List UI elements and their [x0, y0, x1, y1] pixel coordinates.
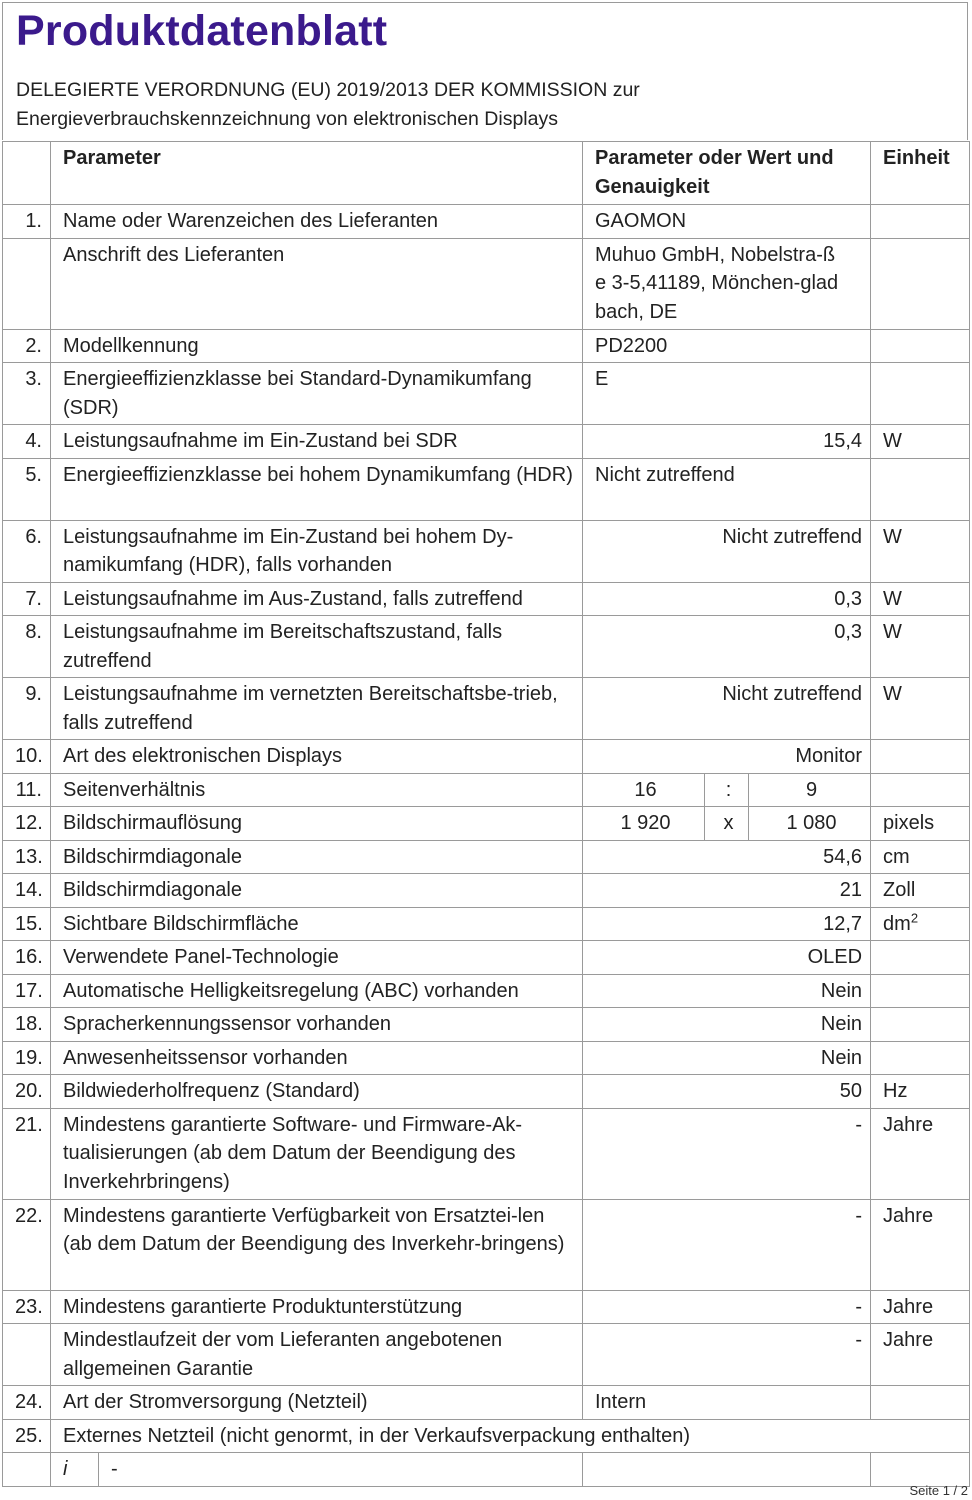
row-label: Sichtbare Bildschirmfläche [51, 907, 583, 941]
row-number: 18. [3, 1008, 51, 1042]
row-label: Leistungsaufnahme im Aus-Zustand, falls zutreffend [51, 582, 583, 616]
table-row [3, 616, 970, 678]
row-number: 14. [3, 874, 51, 908]
row-label: Anschrift des Lieferanten [51, 238, 583, 329]
row-unit [871, 458, 970, 520]
header-value: Parameter oder Wert und Genauigkeit [583, 142, 871, 205]
row-unit: Jahre [871, 1199, 970, 1290]
row-unit [871, 740, 970, 774]
unit-text: dm [883, 912, 911, 935]
row-value: Nein [583, 974, 871, 1008]
table-row [3, 329, 970, 363]
row-label: Verwendete Panel-Technologie [51, 941, 583, 975]
header-no-cell [3, 142, 51, 205]
row-label: Mindestens garantierte Verfügbarkeit von Ersatztei-len (ab dem Datum der Beendigung des Inverkehr-bringens) [51, 1199, 583, 1290]
row-value: 0,3 [583, 582, 871, 616]
resolution-height-value: 1 080 [749, 807, 871, 841]
table-row [3, 520, 970, 582]
row-label: Leistungsaufnahme im vernetzten Bereitschaftsbe-trieb, falls zutreffend [51, 678, 583, 740]
row-value: - [583, 1324, 871, 1386]
row-value: - [583, 1290, 871, 1324]
row-number: 21. [3, 1108, 51, 1199]
row-unit: W [871, 582, 970, 616]
row-number: 10. [3, 740, 51, 774]
table-row [3, 941, 970, 975]
row-unit: Jahre [871, 1108, 970, 1199]
row-number: 16. [3, 941, 51, 975]
document-header [2, 2, 968, 140]
row-number: 24. [3, 1386, 51, 1420]
aspect-separator: : [705, 773, 749, 807]
row-number: 9. [3, 678, 51, 740]
row-unit [871, 363, 970, 425]
table-header-row [3, 142, 970, 205]
table-row [3, 773, 970, 807]
resolution-width-value: 1 920 [583, 807, 705, 841]
table-row [3, 582, 970, 616]
row-value: OLED [583, 941, 871, 975]
row-unit [871, 974, 970, 1008]
table-row [3, 807, 970, 841]
row-number: 6. [3, 520, 51, 582]
row-unit [871, 907, 970, 941]
row-label: Modellkennung [51, 329, 583, 363]
aspect-height-value: 9 [749, 773, 871, 807]
row-unit [871, 205, 970, 239]
row-value: Nein [583, 1008, 871, 1042]
resolution-separator: x [705, 807, 749, 841]
row-number: 17. [3, 974, 51, 1008]
row-number: 2. [3, 329, 51, 363]
row-value: Intern [583, 1386, 871, 1420]
sub-index: i [51, 1453, 99, 1487]
row-label: Name oder Warenzeichen des Lieferanten [51, 205, 583, 239]
header-unit: Einheit [871, 142, 970, 205]
table-row [3, 974, 970, 1008]
subtitle-line-2: Energieverbrauchskennzeichnung von elektronischen Displays [16, 108, 558, 130]
row-unit: Zoll [871, 874, 970, 908]
row-number: 1. [3, 205, 51, 239]
sub-value: - [99, 1453, 583, 1487]
table-row [3, 1199, 970, 1290]
row-label: Energieeffizienzklasse bei Standard-Dynamikumfang (SDR) [51, 363, 583, 425]
row-number: 20. [3, 1075, 51, 1109]
row-unit [871, 773, 970, 807]
table-row [3, 1386, 970, 1420]
row-unit: W [871, 425, 970, 459]
row-number [3, 238, 51, 329]
row-unit: W [871, 678, 970, 740]
row-unit [871, 1386, 970, 1420]
row-label: Energieeffizienzklasse bei hohem Dynamikumfang (HDR) [51, 458, 583, 520]
row-number: 23. [3, 1290, 51, 1324]
aspect-width-value: 16 [583, 773, 705, 807]
row-number [3, 1324, 51, 1386]
row-unit: Jahre [871, 1290, 970, 1324]
regulation-subtitle [16, 76, 956, 134]
table-row [3, 238, 970, 329]
empty-unit-cell [871, 1453, 970, 1487]
table-row [3, 1108, 970, 1199]
row-value: Monitor [583, 740, 871, 774]
row-number: 25. [3, 1419, 51, 1453]
row-label: Externes Netzteil (nicht genormt, in der Verkaufsverpackung enthalten) [51, 1419, 970, 1453]
table-row [3, 1290, 970, 1324]
page-number: Seite 1 / 2 [909, 1483, 968, 1498]
row-value: 50 [583, 1075, 871, 1109]
product-data-table [2, 141, 970, 1487]
row-value: - [583, 1199, 871, 1290]
row-label: Mindestens garantierte Produktunterstützung [51, 1290, 583, 1324]
row-number: 12. [3, 807, 51, 841]
unit-superscript: 2 [910, 909, 919, 925]
row-number: 19. [3, 1041, 51, 1075]
table-row [3, 1008, 970, 1042]
row-label: Seitenverhältnis [51, 773, 583, 807]
table-row [3, 425, 970, 459]
row-unit [871, 1008, 970, 1042]
row-unit: cm [871, 840, 970, 874]
row-number: 15. [3, 907, 51, 941]
row-value: 0,3 [583, 616, 871, 678]
row-value: 21 [583, 874, 871, 908]
row-label: Bildschirmdiagonale [51, 840, 583, 874]
row-unit: pixels [871, 807, 970, 841]
row-label: Spracherkennungssensor vorhanden [51, 1008, 583, 1042]
row-label: Mindestens garantierte Software- und Firmware-Ak-tualisierungen (ab dem Datum der Beendigung des Inverkehrbringens) [51, 1108, 583, 1199]
row-label: Leistungsaufnahme im Bereitschaftszustand, falls zutreffend [51, 616, 583, 678]
row-value: Muhuo GmbH, Nobelstra-ße 3-5,41189, Mönchen-gladbach, DE [583, 238, 871, 329]
row-number: 5. [3, 458, 51, 520]
row-unit [871, 1041, 970, 1075]
row-value: Nicht zutreffend [583, 520, 871, 582]
table-row [3, 1419, 970, 1453]
row-number [3, 1453, 51, 1487]
row-value: E [583, 363, 871, 425]
row-label: Bildschirmdiagonale [51, 874, 583, 908]
row-label: Leistungsaufnahme im Ein-Zustand bei hohem Dy-namikumfang (HDR), falls vorhanden [51, 520, 583, 582]
row-label: Art des elektronischen Displays [51, 740, 583, 774]
row-unit: W [871, 616, 970, 678]
row-number: 22. [3, 1199, 51, 1290]
row-label: Leistungsaufnahme im Ein-Zustand bei SDR [51, 425, 583, 459]
row-unit: W [871, 520, 970, 582]
row-unit [871, 329, 970, 363]
row-number: 3. [3, 363, 51, 425]
empty-cell [583, 1453, 871, 1487]
row-value: 12,7 [583, 907, 871, 941]
table-row [3, 1075, 970, 1109]
row-label: Automatische Helligkeitsregelung (ABC) vorhanden [51, 974, 583, 1008]
row-value: PD2200 [583, 329, 871, 363]
row-value: - [583, 1108, 871, 1199]
row-unit: Hz [871, 1075, 970, 1109]
row-number: 11. [3, 773, 51, 807]
table-row [3, 740, 970, 774]
subtitle-line-1: DELEGIERTE VERORDNUNG (EU) 2019/2013 DER KOMMISSION zur [16, 79, 640, 101]
table-row [3, 678, 970, 740]
row-unit [871, 238, 970, 329]
table-row [3, 840, 970, 874]
table-row [3, 874, 970, 908]
header-parameter: Parameter [51, 142, 583, 205]
row-number: 8. [3, 616, 51, 678]
row-number: 7. [3, 582, 51, 616]
row-label: Art der Stromversorgung (Netzteil) [51, 1386, 583, 1420]
table-row [3, 907, 970, 941]
table-row [3, 1324, 970, 1386]
row-number: 13. [3, 840, 51, 874]
row-unit: Jahre [871, 1324, 970, 1386]
table-row [3, 363, 970, 425]
row-unit [871, 941, 970, 975]
table-row [3, 1453, 970, 1487]
row-label: Bildwiederholfrequenz (Standard) [51, 1075, 583, 1109]
row-value: 15,4 [583, 425, 871, 459]
row-value: GAOMON [583, 205, 871, 239]
table-row [3, 458, 970, 520]
table-row [3, 205, 970, 239]
row-label: Bildschirmauflösung [51, 807, 583, 841]
row-label: Mindestlaufzeit der vom Lieferanten angebotenen allgemeinen Garantie [51, 1324, 583, 1386]
page-title: Produktdatenblatt [16, 7, 388, 55]
table-row [3, 1041, 970, 1075]
row-value: Nicht zutreffend [583, 458, 871, 520]
row-value: 54,6 [583, 840, 871, 874]
row-value: Nein [583, 1041, 871, 1075]
row-value: Nicht zutreffend [583, 678, 871, 740]
row-label: Anwesenheitssensor vorhanden [51, 1041, 583, 1075]
row-number: 4. [3, 425, 51, 459]
